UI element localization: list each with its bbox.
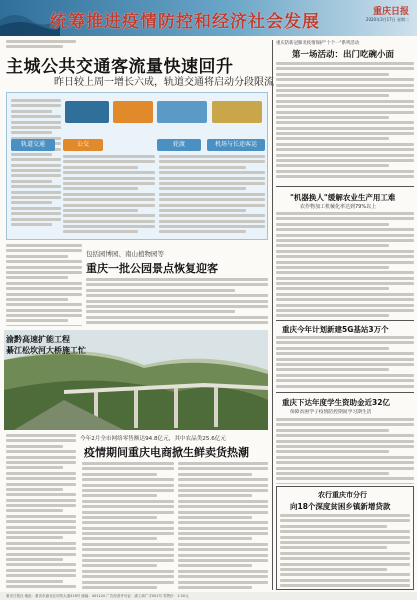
parks-text-body bbox=[86, 278, 268, 326]
robots-headline[interactable]: "机器换人"缓解农业生产用工难 bbox=[290, 193, 396, 202]
coach-icon bbox=[212, 101, 262, 123]
photo-headline-line2: 綦江松坎河大桥施工忙 bbox=[6, 346, 86, 355]
banner-title: 统筹推进疫情防控和经济社会发展 bbox=[50, 12, 320, 32]
robots-subhead: 农作物加工机械化率达到79%以上 bbox=[300, 204, 377, 210]
parks-kicker: 包括园博园、南山植物园等 bbox=[86, 250, 164, 258]
ecommerce-headline[interactable]: 疫情期间重庆电商掀生鲜卖货热潮 bbox=[84, 446, 249, 459]
infographic-label-ferry: 轮渡 bbox=[157, 139, 201, 151]
robots-text bbox=[276, 212, 414, 318]
infographic-text-right bbox=[159, 155, 265, 235]
banner-date: 2020年3月17日 星期二 bbox=[365, 17, 409, 22]
parks-headline[interactable]: 重庆一批公园景点恢复迎客 bbox=[86, 262, 218, 275]
infographic-label-bus: 公交 bbox=[63, 139, 103, 151]
infographic-label-airport: 机场与长途客运 bbox=[207, 139, 265, 151]
paper-name: 重庆日报 bbox=[372, 7, 409, 17]
ecommerce-text-left bbox=[6, 434, 76, 590]
bank-headline[interactable]: 向18个深度贫困乡镇新增贷款 bbox=[290, 502, 391, 511]
infographic-label-metro: 轨道交通 bbox=[11, 139, 55, 151]
infographic-text-left bbox=[11, 99, 61, 237]
series-kicker: 重庆防新冠肺炎疫情保护"十个一"系列活动 bbox=[276, 41, 360, 46]
ecommerce-text-right bbox=[178, 462, 268, 590]
ecommerce-text-mid bbox=[82, 462, 174, 590]
aid-subhead: 保障贫困学子疫情防控期间学习期生活 bbox=[290, 410, 372, 415]
transit-infographic bbox=[6, 92, 268, 240]
lead-subhead: 昨日较上周一增长六成，轨道交通将启动分段限流 bbox=[54, 77, 274, 88]
section-banner bbox=[0, 0, 417, 36]
right-hr-2 bbox=[276, 320, 414, 321]
bank-kicker: 农行重庆市分行 bbox=[318, 491, 367, 499]
aid-text bbox=[276, 418, 414, 484]
metro-train-icon bbox=[65, 101, 109, 123]
bus-icon bbox=[113, 101, 153, 123]
ferry-icon bbox=[157, 101, 207, 123]
column-divider bbox=[272, 40, 273, 590]
series-text bbox=[276, 62, 414, 182]
page-footer: 重庆日报社 地址：重庆市渝北区同茂大道416号 邮编：401120 广告经营许可证：渝工商广字001号 零售价：1.50元 bbox=[0, 592, 417, 600]
lead-intro-text bbox=[6, 40, 76, 50]
ecommerce-kicker: 今年2月全市网络零售额达94.8亿元，其中农品类25.6亿元 bbox=[80, 436, 226, 442]
photo-headline-line1: 渝黔高速扩能工程 bbox=[6, 335, 70, 344]
right-hr-3 bbox=[276, 392, 414, 393]
aid-headline[interactable]: 重庆下达年度学生资助金近32亿 bbox=[282, 398, 390, 407]
parks-text-left bbox=[6, 244, 82, 326]
g5-text bbox=[276, 336, 414, 388]
right-hr-1 bbox=[276, 186, 414, 187]
series-headline[interactable]: 第一场活动：出门吃碗小面 bbox=[292, 50, 395, 60]
infographic-text-mid bbox=[63, 155, 155, 235]
g5-headline[interactable]: 重庆今年计划新建5G基站3万个 bbox=[282, 325, 389, 334]
bank-text bbox=[280, 514, 410, 588]
lead-headline[interactable]: 主城公共交通客流量快速回升 bbox=[6, 57, 234, 77]
